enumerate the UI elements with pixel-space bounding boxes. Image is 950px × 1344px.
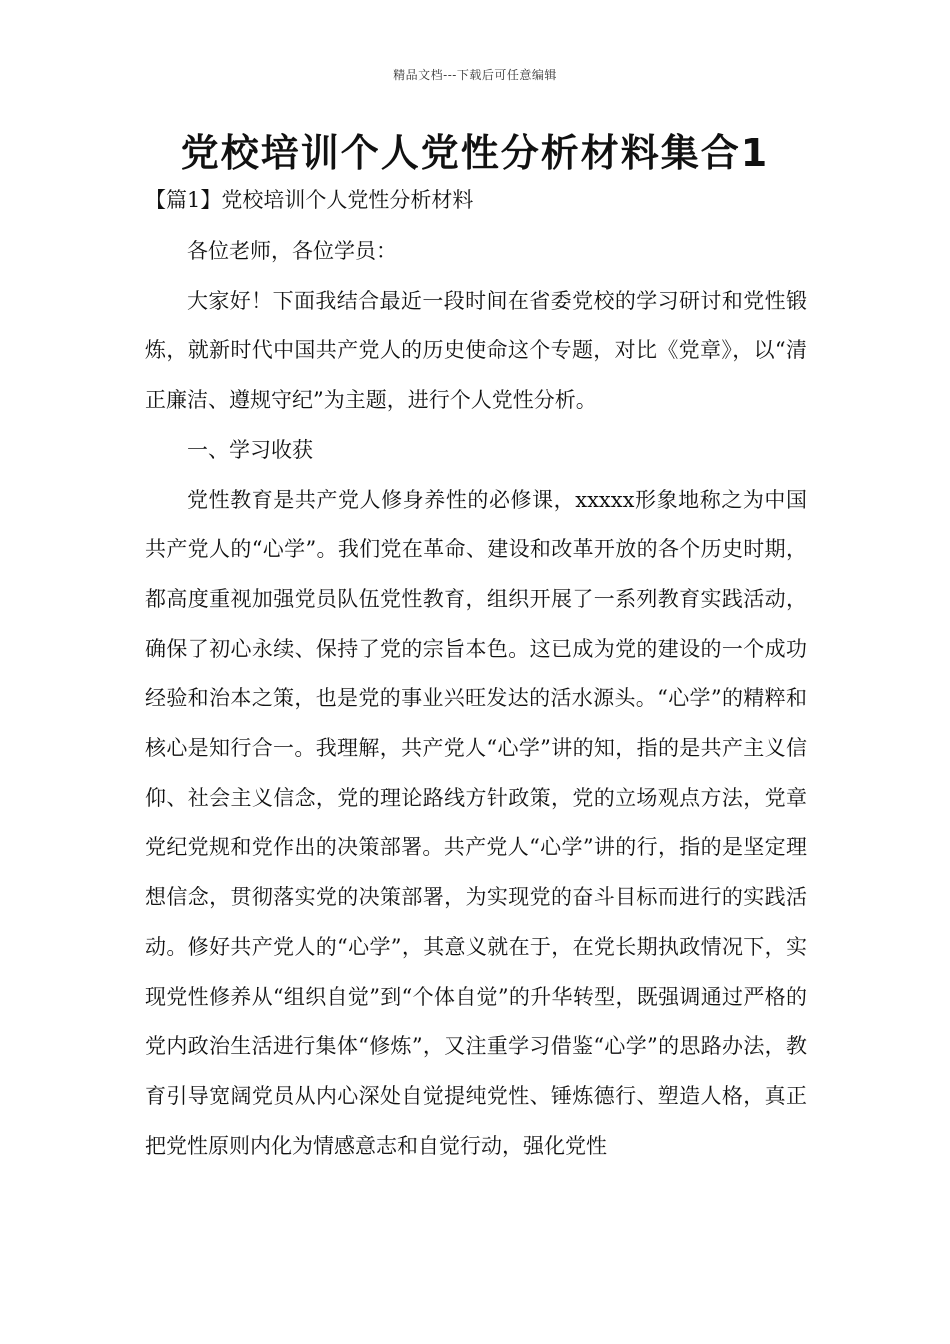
header-note: 精品文档---下载后可任意编辑 — [393, 68, 557, 82]
section-title: 【篇1】党校培训个人党性分析材料 — [145, 188, 474, 212]
document-title: 党校培训个人党性分析材料集合1 — [180, 131, 770, 175]
salutation-paragraph: 各位老师，各位学员： — [187, 239, 397, 263]
body-paragraph: 党性教育是共产党人修身养性的必修课，xxxxx形象地称之为中国共产党人的“心学”。我们党在革命、建设和改革开放的各个历史时期，都高度重视加强党员队伍党性教育，组织开展了一系列教育实践活动，确保了初心永续、保持了党的宗旨本色。这已成为党的建设的一个成功经验和治本之策，也是党的事业兴旺发达的活水源头。“心学”的精粹和核心是知行合一。我理解，共产党人“心学”讲的知，指的是共产主义信仰、社会主义信念，党的理论路线方针政策，党的立场观点方法，党章党纪党规和党作出的决策部署。共产党人“心学”讲的行，指的是坚定理想信念，贯彻落实党的决策部署，为实现党的奋斗目标而进行的实践活动。修好共产党人的“心学”，其意义就在于，在党长期执政情况下，实现党性修养从“组织自觉”到“个体自觉”的升华转型，既强调通过严格的党内政治生活进行集体“修炼”，又注重学习借鉴“心学”的思路办法，教育引导宽阔党员从内心深处自觉提纯党性、锤炼德行、塑造人格，真正把党性原则内化为情感意志和自觉行动，强化党性 — [145, 487, 807, 1158]
intro-paragraph: 大家好！下面我结合最近一段时间在省委党校的学习研讨和党性锻炼，就新时代中国共产党人的历史使命这个专题，对比《党章》，以“清正廉洁、遵规守纪”为主题，进行个人党性分析。 — [145, 288, 807, 413]
subheading-paragraph: 一、学习收获 — [187, 437, 313, 462]
document-body — [145, 227, 807, 1171]
